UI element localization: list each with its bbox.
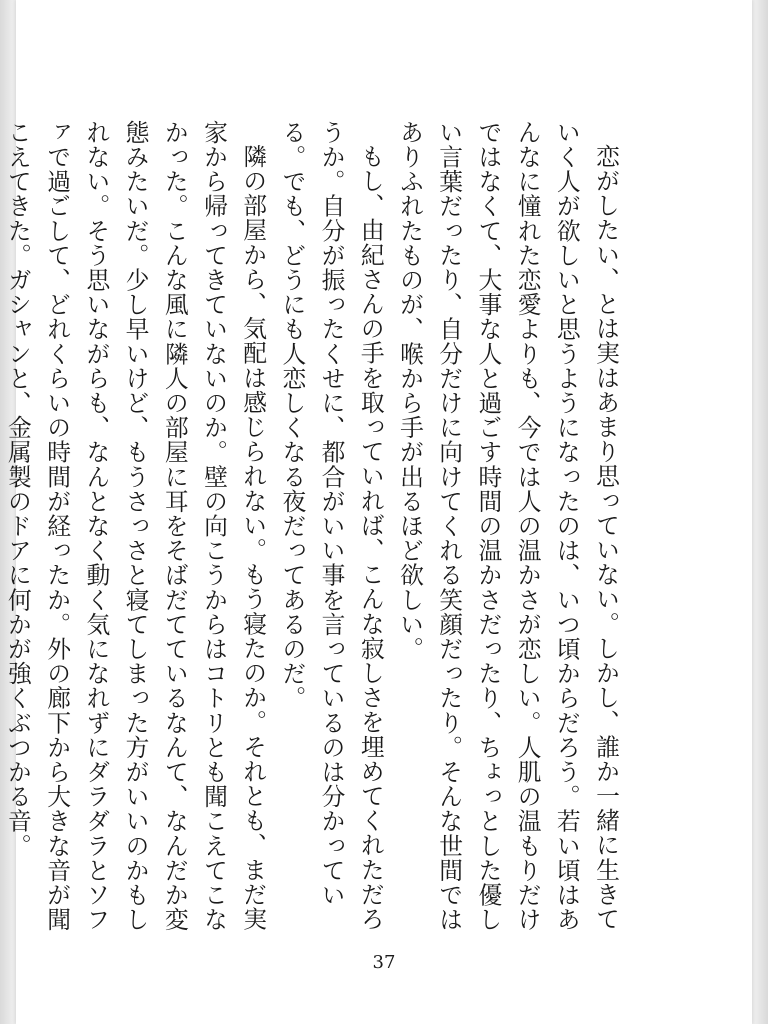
book-page	[3, 0, 752, 1024]
page-number: 37	[372, 952, 396, 973]
paragraph-1: 恋がしたい、とは実はあまり思っていない。しかし、誰か一緒に生きていく人が欲しいと思うようになったのは、いつ頃からだろう。若い頃はあんなに憧れた恋愛よりも、今では人の温かさが恋しい。人肌の温もりだけではなくて、大事な人と過ごす時間の温かさだったり、ちょっとした優しい言葉だったり、自分だけに向けてくれる笑顔だったり。そんな世間ではありふれたものが、喉から手が出るほど欲しい。	[395, 120, 620, 932]
page-body-text	[0, 120, 625, 932]
paragraph-3: 隣の部屋から、気配は感じられない。もう寝たのか。それとも、まだ実家から帰ってきていないのか。壁の向こうからはコトリとも聞こえてこなかった。こんな風に隣人の部屋に耳をそばだてているなんて、なんだか変態みたいだ。少し早いけど、もうさっさと寝てしまった方がいいのかもしれない。そう思いながらも、なんとなく動く気になれずにダラダラとソファで過ごして、どれくらいの時間が経ったか。外の廊下から大きな音が聞こえてきた。ガシャンと、金属製のドアに何かが強くぶつかる音。	[3, 120, 268, 932]
paragraph-2: もし、由紀さんの手を取っていれば、こんな寂しさを埋めてくれただろうか。自分が振ったくせに、都合がいい事を言っているのは分かっている。でも、どうにも人恋しくなる夜だってあるのだ。	[278, 120, 385, 931]
